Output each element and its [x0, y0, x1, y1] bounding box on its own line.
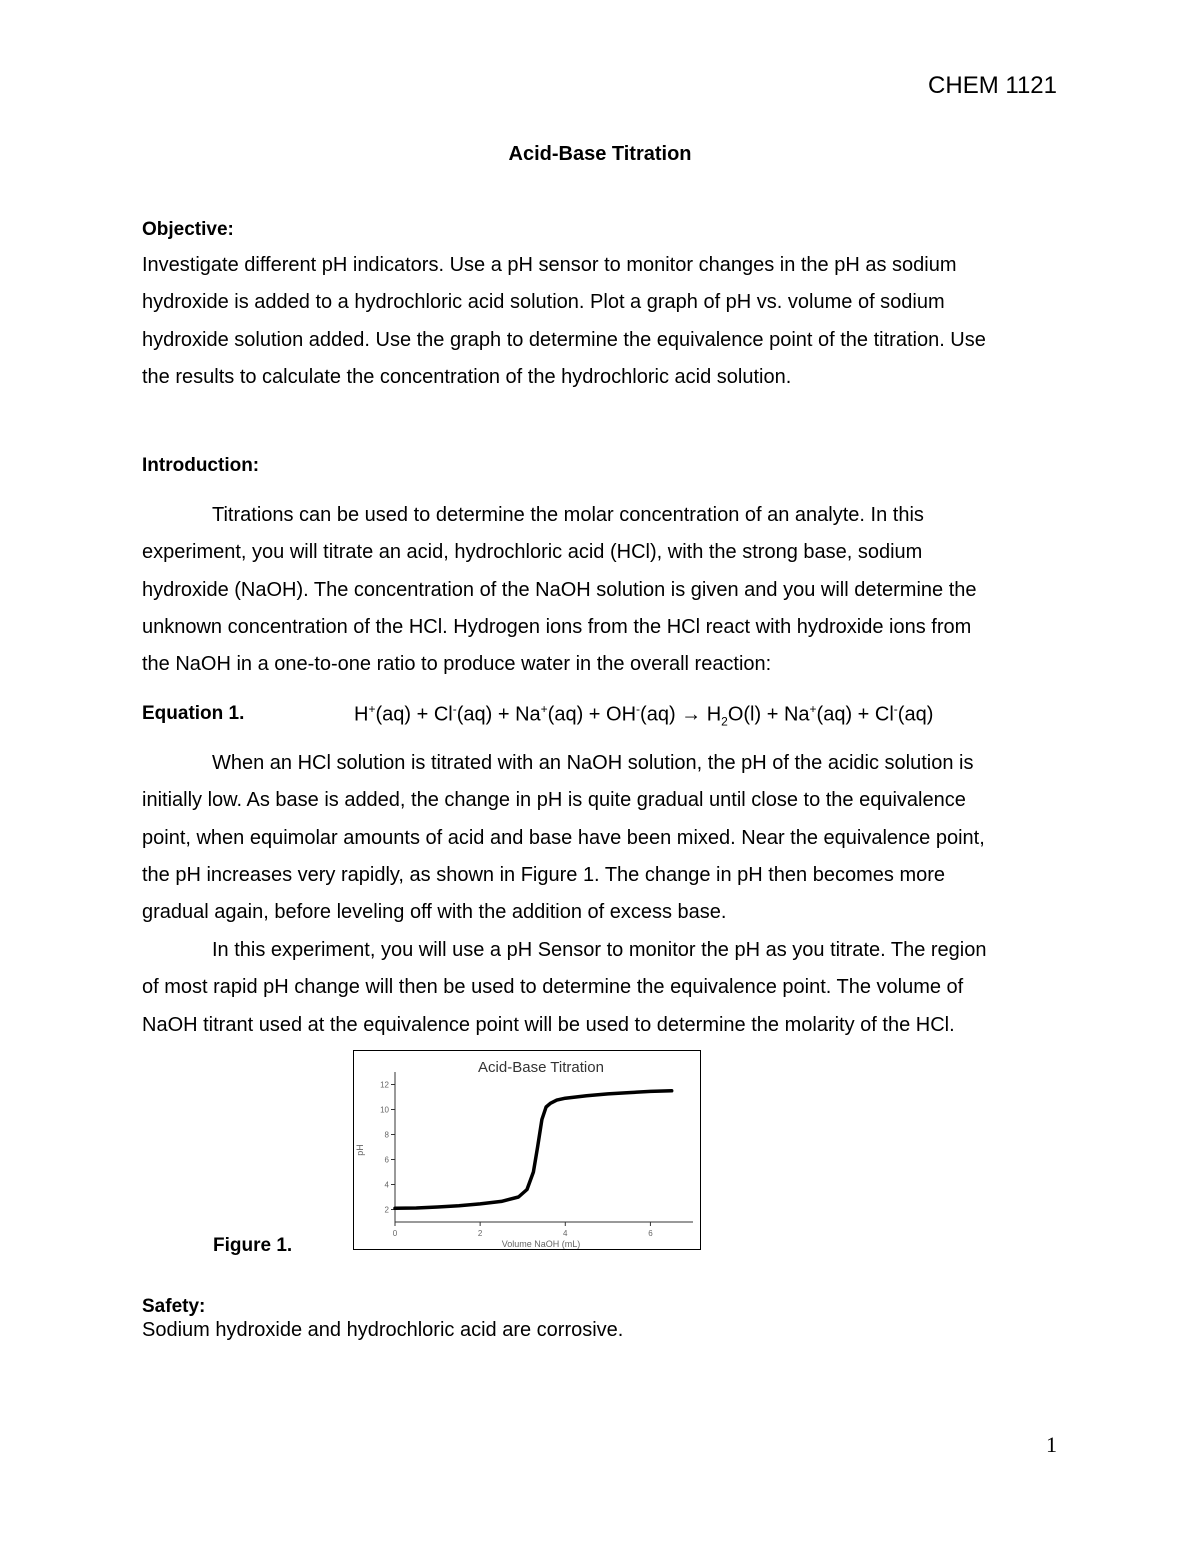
intro-line: of most rapid pH change will then be used to determine the equivalence point. The volume of: [142, 976, 964, 999]
introduction-heading: Introduction:: [142, 455, 260, 476]
page-number: 1: [1046, 1432, 1057, 1457]
intro-line: unknown concentration of the HCl. Hydrogen ions from the HCl react with hydroxide ions from: [142, 615, 972, 638]
eq-part: (aq) → H: [640, 703, 722, 726]
intro-line: the NaOH in a one-to-one ratio to produce water in the overall reaction:: [142, 653, 772, 676]
safety-heading: Safety:: [142, 1296, 206, 1317]
intro-paragraph-1: [142, 497, 1058, 683]
chart-title: Acid-Base Titration: [478, 1059, 604, 1076]
eq-sup: +: [540, 702, 548, 716]
intro-line: initially low. As base is added, the change in pH is quite gradual until close to the equivalence: [142, 789, 966, 812]
eq-part: (aq) + Cl: [375, 703, 453, 726]
eq-part: (aq) + Na: [456, 703, 541, 726]
intro-line: In this experiment, you will use a pH Sensor to monitor the pH as you titrate. The region: [212, 939, 987, 961]
safety-text: Sodium hydroxide and hydrochloric acid are corrosive.: [142, 1319, 624, 1341]
intro-paragraph-2: [142, 745, 1058, 931]
y-tick-label: 12: [380, 1080, 389, 1090]
eq-sup: +: [368, 702, 376, 716]
x-axis-label: Volume NaOH (mL): [501, 1239, 581, 1249]
intro-line: point, when equimolar amounts of acid and base have been mixed. Near the equivalence point,: [142, 826, 985, 849]
y-tick-label: 2: [384, 1205, 389, 1215]
x-tick-label: 4: [563, 1229, 568, 1238]
intro-line: experiment, you will titrate an acid, hydrochloric acid (HCl), with the strong base, sodium: [142, 541, 923, 564]
eq-sup: +: [809, 702, 817, 716]
intro-line: Titrations can be used to determine the molar concentration of an analyte. In this: [212, 504, 924, 526]
titration-chart: [353, 1050, 701, 1250]
y-tick-label: 4: [384, 1180, 389, 1190]
y-axis-label: pH: [355, 1144, 365, 1156]
intro-line: NaOH titrant used at the equivalence point will be used to determine the molarity of the HCl.: [142, 1013, 955, 1036]
titration-figure: [353, 1050, 701, 1250]
intro-line: When an HCl solution is titrated with an NaOH solution, the pH of the acidic solution is: [212, 752, 974, 774]
course-header: CHEM 1121: [928, 72, 1057, 99]
figure-frame: [354, 1051, 701, 1250]
equation-1: [354, 702, 933, 729]
eq-part: (aq) + OH: [547, 703, 637, 726]
eq-sup: -: [893, 702, 898, 716]
figure-label: Figure 1.: [213, 1235, 293, 1256]
objective-line: hydroxide is added to a hydrochloric acid solution. Plot a graph of pH vs. volume of sodium: [142, 291, 945, 314]
objective-line: hydroxide solution added. Use the graph to determine the equivalence point of the titration. Use: [142, 328, 986, 351]
x-tick-label: 0: [392, 1229, 398, 1238]
eq-part: H: [354, 703, 369, 726]
objective-line: the results to calculate the concentration of the hydrochloric acid solution.: [142, 365, 792, 388]
intro-paragraph-3: [142, 932, 1058, 1044]
objective-line: Investigate different pH indicators. Use a pH sensor to monitor changes in the pH as sodium: [142, 254, 957, 276]
eq-sup: -: [452, 702, 457, 716]
x-tick-label: 2: [477, 1229, 483, 1238]
equation-label: Equation 1.: [142, 703, 245, 724]
document-title: Acid-Base Titration: [508, 143, 692, 165]
eq-sup: -: [636, 702, 641, 716]
y-tick-label: 10: [380, 1105, 389, 1115]
eq-part: O(l) + Na: [727, 703, 810, 726]
objective-paragraph: [142, 247, 1058, 396]
eq-part: (aq): [897, 703, 934, 726]
y-tick-label: 6: [384, 1155, 389, 1165]
objective-heading: Objective:: [142, 219, 234, 240]
eq-part: (aq) + Cl: [816, 703, 894, 726]
intro-line: hydroxide (NaOH). The concentration of the NaOH solution is given and you will determine the: [142, 578, 977, 601]
eq-sub: 2: [721, 714, 728, 729]
intro-line: the pH increases very rapidly, as shown in Figure 1. The change in pH then becomes more: [142, 863, 946, 886]
intro-line: gradual again, before leveling off with the addition of excess base.: [142, 901, 727, 924]
x-tick-label: 6: [648, 1229, 653, 1238]
y-tick-label: 8: [384, 1130, 389, 1140]
